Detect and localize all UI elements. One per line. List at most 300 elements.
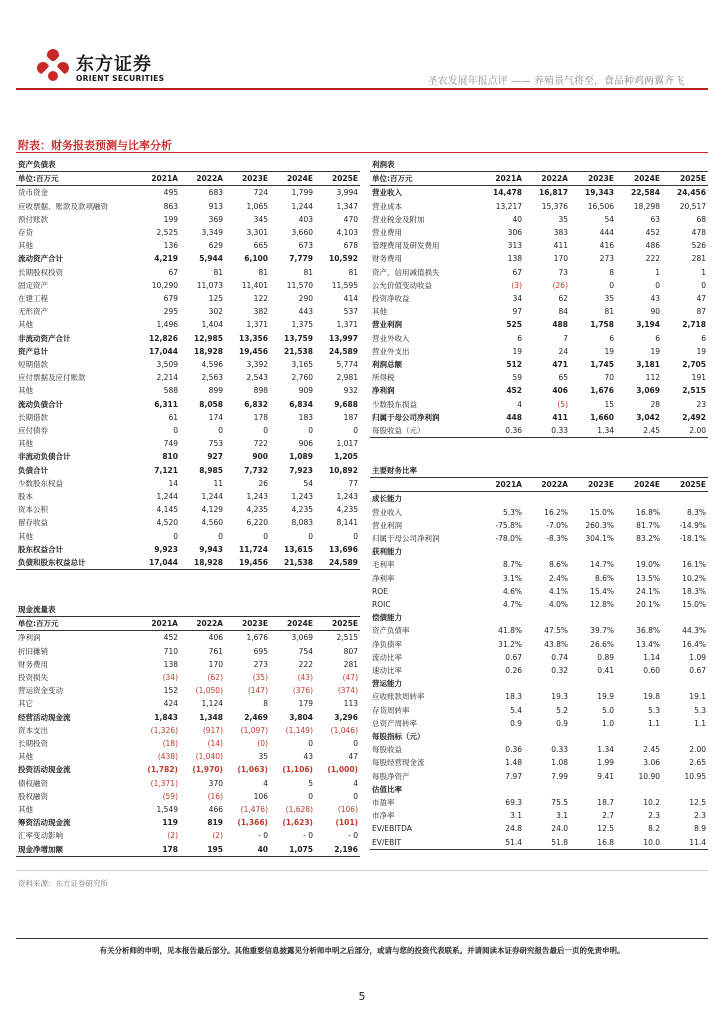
row-value: 5.3%	[502, 507, 522, 517]
year-header: 2025E	[315, 617, 360, 631]
row-value: 62	[558, 294, 568, 304]
row-value: 2,543	[246, 373, 268, 383]
row-value: 15.0%	[682, 600, 706, 610]
row-label: 应付债券	[18, 426, 48, 436]
table-row	[370, 809, 708, 822]
row-value: 75.5	[551, 798, 568, 808]
table-row	[370, 398, 708, 411]
row-value: 3.1	[510, 811, 522, 821]
row-value: 724	[253, 188, 268, 198]
row-value: 10.95	[684, 771, 706, 781]
row-value: 906	[298, 439, 313, 449]
row-value: 7,732	[244, 465, 268, 475]
year-header: 2023E	[225, 617, 270, 631]
row-value: 195	[180, 843, 225, 857]
row-value: (1,628)	[285, 805, 313, 815]
row-value: 4.1%	[548, 586, 568, 596]
row-value: (106)	[337, 805, 358, 815]
table-row	[370, 624, 708, 637]
row-value: (0)	[257, 739, 268, 749]
table-header-row	[16, 172, 360, 186]
group-row	[370, 730, 708, 743]
row-value: (1,063)	[237, 765, 268, 775]
row-value: 11,401	[241, 280, 268, 290]
row-label: 营业收入	[372, 188, 402, 198]
row-value: 4,219	[154, 254, 178, 264]
row-value: 6,311	[154, 399, 178, 409]
row-value: 8.6%	[548, 560, 568, 570]
row-value: 6,220	[246, 518, 268, 528]
row-value: 383	[553, 228, 568, 238]
row-value: 306	[507, 228, 522, 238]
row-value: 1,660	[590, 412, 614, 422]
row-label: 股本	[18, 492, 33, 502]
year-header: 2024E	[270, 172, 315, 186]
row-value: 20.1%	[636, 600, 660, 610]
row-label: 固定资产	[18, 280, 48, 290]
table-row	[16, 424, 360, 437]
row-value: 12.8%	[590, 600, 614, 610]
row-value: (1,623)	[282, 818, 313, 828]
row-value: (1,970)	[192, 765, 223, 775]
row-label: 在建工程	[18, 294, 48, 304]
row-value: 369	[208, 214, 223, 224]
brand-name-en: ORIENT SECURITIES	[76, 74, 165, 83]
row-value: 24.0	[551, 824, 568, 834]
row-value: 18,928	[180, 556, 225, 570]
row-value	[570, 783, 616, 796]
row-label: 管理费用及研发费用	[372, 241, 440, 251]
row-value: 0.9	[556, 718, 568, 728]
row-value: 673	[298, 241, 313, 251]
row-value: 2,525	[156, 228, 178, 238]
year-header: 2021A	[478, 478, 524, 492]
row-value: 3,194	[636, 320, 660, 330]
row-label: 留存收益	[18, 518, 48, 528]
row-value: -8.3%	[546, 534, 568, 544]
table-row	[370, 226, 708, 239]
row-value: 4,129	[201, 505, 223, 515]
row-label: 非流动负债合计	[18, 452, 71, 462]
row-value: 370	[208, 778, 223, 788]
row-value: 17,044	[135, 556, 180, 570]
row-value: 199	[163, 214, 178, 224]
table-row	[370, 572, 708, 585]
row-label: 营业税金及附加	[372, 214, 425, 224]
table-row	[370, 384, 708, 397]
row-value: (374)	[337, 686, 358, 696]
table-row	[370, 638, 708, 651]
row-label: 资本支出	[18, 725, 48, 735]
row-value: (1,000)	[327, 765, 358, 775]
table-row	[16, 816, 360, 829]
row-value	[662, 545, 708, 558]
table-row	[16, 684, 360, 697]
row-value: 0	[353, 739, 358, 749]
row-value: 8,083	[291, 518, 313, 528]
table-row	[370, 186, 708, 200]
row-value: 452	[506, 386, 522, 396]
row-value: 122	[253, 294, 268, 304]
row-value: 6	[517, 333, 522, 343]
row-value: 1,243	[336, 492, 358, 502]
row-value: 0.36	[478, 424, 524, 438]
row-value: 14.7%	[590, 560, 614, 570]
row-value: 4	[263, 778, 268, 788]
row-value: 1,089	[289, 452, 313, 462]
row-value: (16)	[207, 791, 223, 801]
table-row	[16, 737, 360, 750]
row-value: 0.32	[551, 666, 568, 676]
row-value: 3,392	[246, 360, 268, 370]
row-value: 411	[552, 412, 568, 422]
row-value: 3,181	[636, 360, 660, 370]
row-value: 4,145	[156, 505, 178, 515]
row-value: 4.6%	[502, 586, 522, 596]
row-value: 313	[507, 241, 522, 251]
row-value: 81.7%	[636, 520, 660, 530]
table-row	[370, 305, 708, 318]
row-value: 1.08	[551, 758, 568, 768]
row-value: (14)	[207, 739, 223, 749]
row-label: 营业利润	[372, 320, 402, 330]
row-value	[662, 783, 708, 796]
row-value: 179	[298, 699, 313, 709]
row-value: 70	[604, 373, 614, 383]
row-value	[616, 677, 662, 690]
row-value: 152	[163, 686, 178, 696]
row-label: 净利润	[18, 633, 41, 643]
row-value: 0	[353, 791, 358, 801]
row-value: 679	[163, 294, 178, 304]
row-label: 资产总计	[18, 346, 48, 356]
row-value: 4,596	[201, 360, 223, 370]
row-value: 2,515	[682, 386, 706, 396]
row-value: 41.8%	[498, 626, 522, 636]
row-value: 290	[298, 294, 313, 304]
row-value	[616, 730, 662, 743]
row-value: 1.0	[602, 718, 614, 728]
row-value: 1,496	[156, 320, 178, 330]
row-value: 187	[343, 412, 358, 422]
row-label: 其他	[372, 307, 387, 317]
row-value: 9,943	[199, 544, 223, 554]
row-value: 191	[691, 373, 706, 383]
row-value: 19	[650, 346, 660, 356]
row-value: 61	[168, 412, 178, 422]
row-value: (26)	[552, 280, 568, 290]
row-label: 公允价值变动收益	[372, 280, 432, 290]
row-label: 资产、信用减值损失	[372, 267, 440, 277]
table-title: 资产负债表	[18, 160, 56, 169]
row-value: 67	[168, 267, 178, 277]
table-row	[370, 345, 708, 358]
row-value: 81	[604, 307, 614, 317]
row-value: 273	[599, 254, 614, 264]
row-value: 8,985	[199, 465, 223, 475]
table-row	[16, 292, 360, 305]
row-value: 15	[604, 399, 614, 409]
row-value: 12.5	[689, 798, 706, 808]
row-value: 19,456	[239, 346, 268, 356]
row-value: 19	[512, 346, 522, 356]
row-value: 0	[353, 531, 358, 541]
row-label: 长期股权投资	[18, 267, 63, 277]
table-row	[16, 516, 360, 529]
row-value: 2.3	[694, 811, 706, 821]
row-value	[570, 677, 616, 690]
row-value: (1,371)	[150, 778, 178, 788]
table-row	[16, 226, 360, 239]
unit-label	[370, 478, 478, 492]
row-value: 13.4%	[636, 639, 660, 649]
row-value: 47	[696, 294, 706, 304]
row-value: 8.6%	[594, 573, 614, 583]
row-value: 23	[696, 399, 706, 409]
row-value: 4	[517, 399, 522, 409]
row-value: 665	[253, 241, 268, 251]
row-value: 2.00	[689, 745, 706, 755]
row-value: 24,589	[329, 346, 358, 356]
income-statement-table	[370, 158, 708, 438]
row-value: 17,044	[149, 346, 178, 356]
table-row	[16, 213, 360, 226]
row-value: (1,097)	[240, 725, 268, 735]
row-value: 0	[701, 280, 706, 290]
row-value: 414	[343, 294, 358, 304]
table-row	[370, 690, 708, 703]
row-label: 其他	[18, 241, 33, 251]
row-value: 512	[506, 360, 522, 370]
table-row	[370, 318, 708, 331]
row-value: (1,366)	[237, 818, 268, 828]
row-label: 流动资产合计	[18, 254, 63, 264]
row-value: 3,296	[334, 712, 358, 722]
row-value: 281	[343, 659, 358, 669]
row-value: 13,615	[284, 544, 313, 554]
table-row	[370, 532, 708, 545]
row-label: 营业收入	[372, 507, 402, 517]
row-value: 1,065	[246, 201, 268, 211]
table-row	[16, 332, 360, 345]
table-row	[370, 332, 708, 345]
row-value: 11,570	[286, 280, 313, 290]
row-value: 0	[308, 791, 313, 801]
row-value: 1,243	[246, 492, 268, 502]
table-row	[16, 697, 360, 710]
row-label: 投资净收益	[372, 294, 410, 304]
row-value: 3,994	[336, 188, 358, 198]
row-value: 83.2%	[636, 534, 660, 544]
table-row	[370, 506, 708, 519]
balance-sheet-table	[16, 158, 360, 570]
row-value: 695	[253, 646, 268, 656]
row-value	[616, 783, 662, 796]
row-value: 13,217	[495, 201, 522, 211]
row-value	[662, 492, 708, 506]
row-value: 1.1	[648, 718, 660, 728]
group-row	[370, 545, 708, 558]
row-value: 3,509	[156, 360, 178, 370]
table-row	[16, 490, 360, 503]
row-value: 0.60	[643, 666, 660, 676]
row-value: 495	[163, 188, 178, 198]
row-value: 14	[168, 478, 178, 488]
row-value: 8.2	[648, 824, 660, 834]
row-value: 486	[645, 241, 660, 251]
row-value: 424	[163, 699, 178, 709]
row-value: 8.7%	[502, 560, 522, 570]
row-value: 81	[258, 267, 268, 277]
row-label: 投资活动现金流	[18, 765, 71, 775]
row-value: 1,843	[154, 712, 178, 722]
row-value: 44.3%	[682, 626, 706, 636]
row-value	[478, 730, 524, 743]
row-label: ROIC	[372, 600, 391, 610]
row-value: 932	[343, 386, 358, 396]
row-value: 5,944	[199, 254, 223, 264]
row-value	[524, 730, 570, 743]
row-value: 0	[173, 531, 178, 541]
row-value: 4,235	[291, 505, 313, 515]
table-row	[16, 777, 360, 790]
row-value: 0	[353, 426, 358, 436]
row-value: 0	[263, 531, 268, 541]
table-row	[16, 763, 360, 776]
row-value: 1,745	[590, 360, 614, 370]
row-value: 19.9	[597, 692, 614, 702]
row-label: 投资损失	[18, 673, 48, 683]
table-row	[16, 503, 360, 516]
row-value: 13,997	[329, 333, 358, 343]
row-value: 0	[173, 426, 178, 436]
table-row	[370, 770, 708, 783]
row-value: 416	[599, 241, 614, 251]
row-value: 7,779	[289, 254, 313, 264]
row-value: 1,375	[291, 320, 313, 330]
row-label: 其他	[18, 386, 33, 396]
row-label: 流动负债合计	[18, 399, 63, 409]
row-label: 应收账款周转率	[372, 692, 425, 702]
table-row	[16, 437, 360, 450]
row-value: 138	[163, 659, 178, 669]
row-value: 2,492	[682, 412, 706, 422]
row-value: (1,046)	[330, 725, 358, 735]
unit-label: 单位:百万元	[370, 172, 478, 186]
table-row	[16, 450, 360, 463]
row-value: 7.97	[505, 771, 522, 781]
row-value	[662, 730, 708, 743]
row-value: 7,923	[289, 465, 313, 475]
year-header: 2024E	[270, 617, 315, 631]
table-row	[16, 477, 360, 490]
row-value: 898	[253, 386, 268, 396]
row-value: 710	[163, 646, 178, 656]
disclaimer-footer: 有关分析师的申明，见本报告最后部分。其他重要信息披露见分析师申明之后部分，或请与您的投资代表联系。并请阅读本证券研究报告最后一页的免责申明。	[99, 946, 625, 955]
row-label: 市盈率	[372, 798, 395, 808]
group-row	[370, 677, 708, 690]
row-value: 112	[645, 373, 660, 383]
table-row	[16, 530, 360, 543]
row-value: 81	[213, 267, 223, 277]
row-value: 411	[553, 241, 568, 251]
row-value: (59)	[162, 791, 178, 801]
row-value: (35)	[252, 673, 268, 683]
row-label: 少数股东损益	[372, 399, 417, 409]
row-label: 股权融资	[18, 791, 48, 801]
row-value: 9.41	[597, 771, 614, 781]
row-label: EV/EBITDA	[372, 824, 412, 834]
row-value: 136	[163, 241, 178, 251]
row-value: 7	[563, 333, 568, 343]
row-value: (3)	[511, 280, 522, 290]
row-value: 11,724	[239, 544, 268, 554]
row-label: 短期借款	[18, 360, 48, 370]
row-value: 84	[558, 307, 568, 317]
row-label: 存货	[18, 228, 33, 238]
row-label: 净利润	[372, 386, 395, 396]
row-value: 11,595	[331, 280, 358, 290]
row-value: 0	[609, 280, 614, 290]
row-label: 每股净资产	[372, 771, 410, 781]
row-value	[478, 611, 524, 624]
table-row	[370, 371, 708, 384]
row-value: 0	[308, 739, 313, 749]
row-value: 178	[135, 843, 180, 857]
row-value: 1,549	[156, 805, 178, 815]
row-value: 7,121	[154, 465, 178, 475]
row-value: 19.0%	[636, 560, 660, 570]
table-row	[16, 318, 360, 331]
row-value: 3,301	[246, 228, 268, 238]
row-value: 119	[162, 818, 178, 828]
row-value: 2,196	[315, 843, 360, 857]
row-value: 43	[303, 752, 313, 762]
row-value: (2)	[167, 831, 178, 841]
row-value: 1.99	[597, 758, 614, 768]
row-label: 货币资金	[18, 188, 48, 198]
cash-flow-table	[16, 603, 360, 857]
row-label: 成长能力	[372, 494, 402, 504]
row-value: 13,696	[329, 544, 358, 554]
row-value: 807	[343, 646, 358, 656]
table-header-row	[370, 478, 708, 492]
row-value	[616, 611, 662, 624]
row-value: 761	[208, 646, 223, 656]
row-value: 0.74	[551, 652, 568, 662]
row-value	[524, 545, 570, 558]
row-value	[478, 492, 524, 506]
row-value: 0.33	[551, 745, 568, 755]
row-value: 19.3	[551, 692, 568, 702]
row-value: 909	[298, 386, 313, 396]
row-value: 18.3%	[682, 586, 706, 596]
row-value: 170	[208, 659, 223, 669]
row-value: 444	[599, 228, 614, 238]
row-value: 900	[252, 452, 268, 462]
year-header: 2022A	[180, 172, 225, 186]
row-value: 863	[163, 201, 178, 211]
row-value: 382	[253, 307, 268, 317]
row-value: (43)	[297, 673, 313, 683]
year-header: 2025E	[315, 172, 360, 186]
row-value: 819	[207, 818, 223, 828]
row-value: (5)	[557, 399, 568, 409]
row-value: 11	[213, 478, 223, 488]
row-value: 3.1%	[502, 573, 522, 583]
row-label: 债权融资	[18, 778, 48, 788]
row-value: 6	[655, 333, 660, 343]
